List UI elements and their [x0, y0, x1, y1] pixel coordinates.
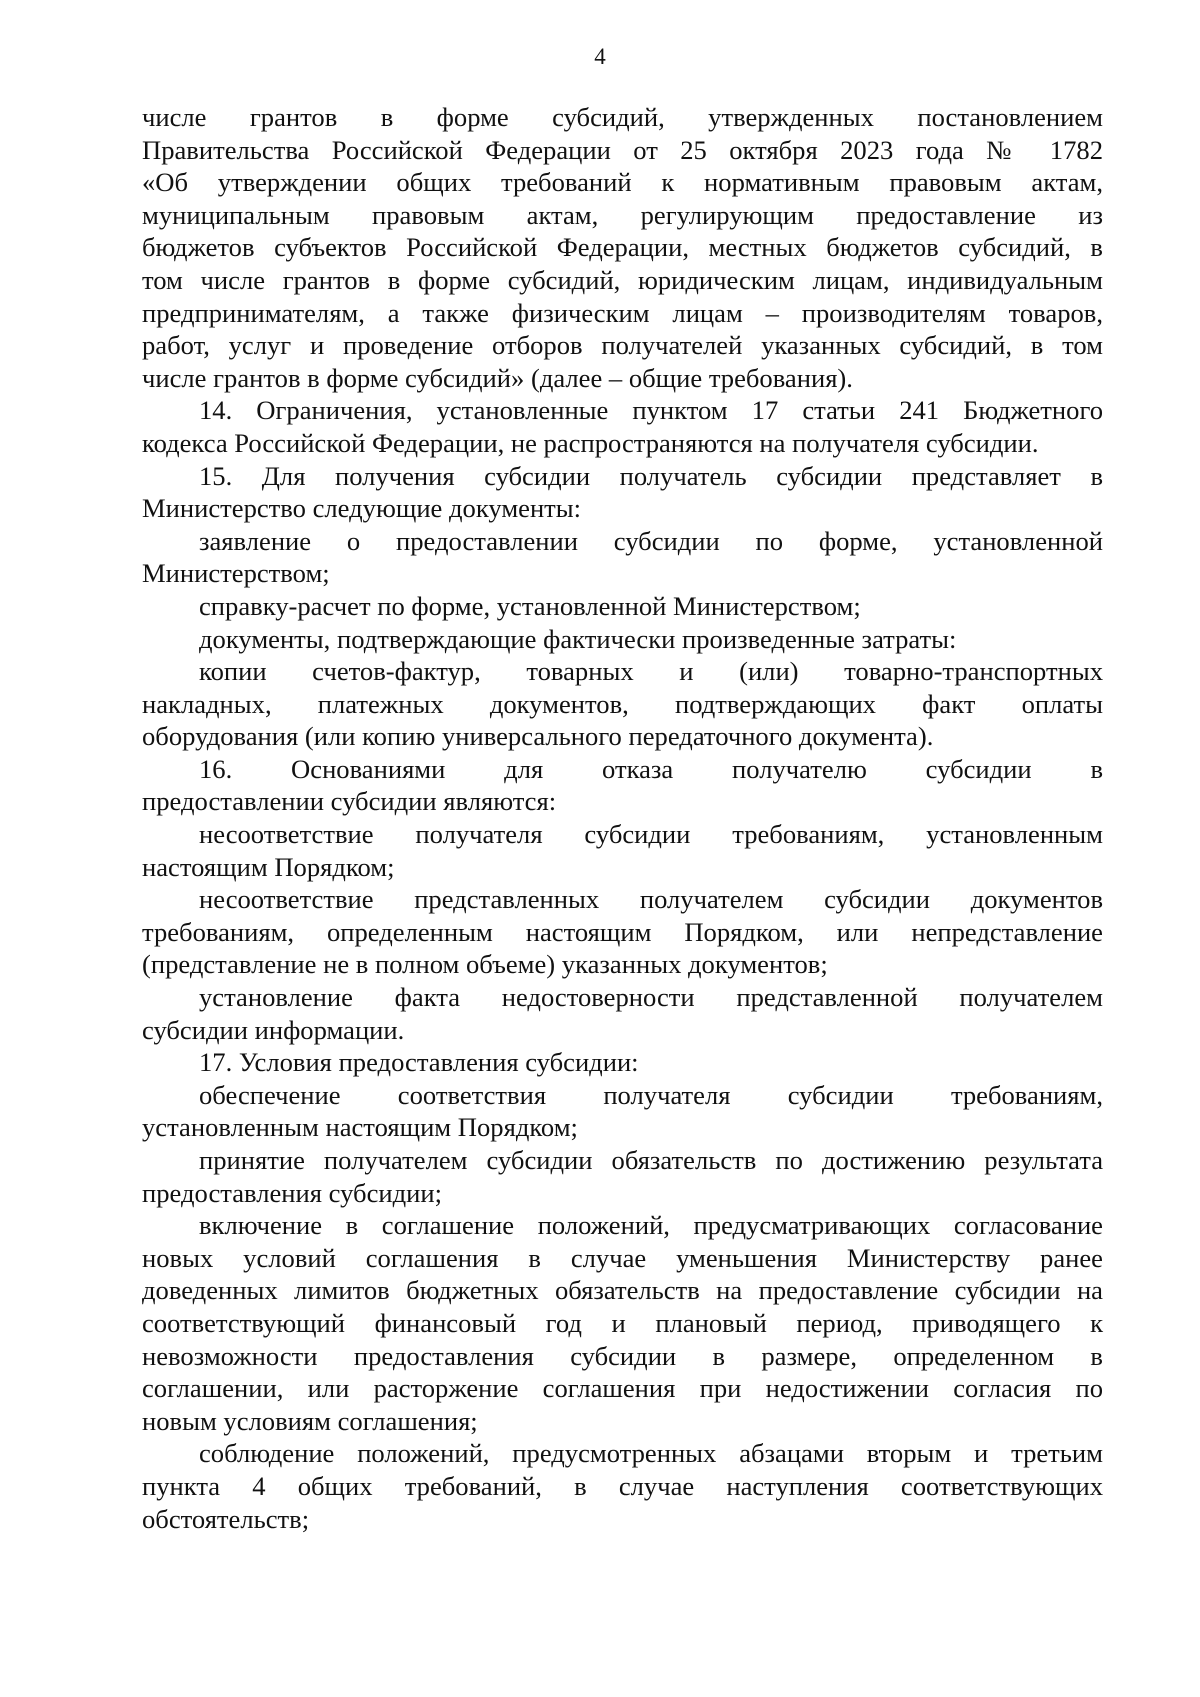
text-line: «Об утверждении общих требований к нормативным правовым актам, — [142, 167, 1103, 198]
text-line: новым условиям соглашения; — [142, 1405, 478, 1436]
text-line: включение в соглашение положений, предусматривающих согласование — [199, 1210, 1103, 1241]
text-line: Министерство следующие документы: — [142, 493, 582, 524]
text-line: принятие получателем субсидии обязательств по достижению результата — [199, 1145, 1103, 1175]
text-line: (представление не в полном объеме) указанных документов; — [142, 949, 828, 980]
text-line: соглашении, или расторжение соглашения при недостижении согласия по — [142, 1373, 1103, 1404]
text-line: 17. Условия предоставления субсидии: — [199, 1047, 639, 1078]
text-line: соблюдение положений, предусмотренных абзацами вторым и третьим — [199, 1438, 1103, 1469]
text-line: числе грантов в форме субсидий, утвержденных постановлением — [142, 102, 1103, 132]
text-line: том числе грантов в форме субсидий, юридическим лицам, индивидуальным — [142, 264, 1103, 295]
text-line: оборудования (или копию универсального передаточного документа). — [142, 721, 934, 752]
text-line: справку-расчет по форме, установленной Министерством; — [199, 590, 861, 621]
text-line: установленным настоящим Порядком; — [142, 1112, 578, 1143]
text-line: предпринимателям, а также физическим лицам – производителям товаров, — [142, 297, 1103, 328]
text-line: копии счетов-фактур, товарных и (или) товарно-транспортных — [199, 656, 1103, 687]
text-line: Министерством; — [142, 558, 330, 589]
text-line: бюджетов субъектов Российской Федерации, местных бюджетов субсидий, в — [142, 232, 1103, 263]
text-line: обстоятельств; — [142, 1503, 310, 1534]
text-line: соответствующий финансовый год и плановый период, приводящего к — [142, 1307, 1103, 1338]
text-line: субсидии информации. — [142, 1014, 405, 1045]
text-line: несоответствие представленных получателем субсидии документов — [199, 884, 1103, 915]
text-line: невозможности предоставления субсидии в размере, определенном в — [142, 1340, 1103, 1371]
text-line: установление факта недостоверности представленной получателем — [199, 982, 1103, 1013]
text-line: 16. Основаниями для отказа получателю субсидии в — [199, 753, 1103, 784]
text-line: 14. Ограничения, установленные пунктом 17 статьи 241 Бюджетного — [199, 395, 1103, 426]
text-line: накладных, платежных документов, подтверждающих факт оплаты — [142, 688, 1103, 719]
text-line: новых условий соглашения в случае уменьшения Министерству ранее — [142, 1242, 1103, 1273]
text-line: 15. Для получения субсидии получатель субсидии представляет в — [199, 460, 1103, 491]
text-line: Правительства Российской Федерации от 25 октября 2023 года № 1782 — [142, 134, 1103, 165]
text-line: предоставления субсидии; — [142, 1177, 442, 1208]
text-line: числе грантов в форме субсидий» (далее – общие требования). — [142, 362, 853, 393]
text-line: кодекса Российской Федерации, не распространяются на получателя субсидии. — [142, 427, 1039, 458]
text-line: документы, подтверждающие фактически произведенные затраты: — [199, 623, 957, 654]
text-line: требованиям, определенным настоящим Порядком, или непредставление — [142, 916, 1103, 947]
text-line: доведенных лимитов бюджетных обязательств на предоставление субсидии на — [142, 1275, 1103, 1306]
text-line: обеспечение соответствия получателя субсидии требованиям, — [199, 1079, 1103, 1110]
text-line: работ, услуг и проведение отборов получателей указанных субсидий, в том — [142, 330, 1103, 361]
text-line: заявление о предоставлении субсидии по форме, установленной — [199, 525, 1103, 556]
text-line: несоответствие получателя субсидии требованиям, установленным — [199, 819, 1103, 850]
document-body — [142, 101, 1103, 1535]
page-number: 4 — [594, 44, 606, 69]
text-line: предоставлении субсидии являются: — [142, 786, 557, 817]
text-line: настоящим Порядком; — [142, 851, 395, 882]
text-line: пункта 4 общих требований, в случае наступления соответствующих — [142, 1470, 1103, 1501]
text-line: муниципальным правовым актам, регулирующим предоставление из — [142, 199, 1103, 230]
